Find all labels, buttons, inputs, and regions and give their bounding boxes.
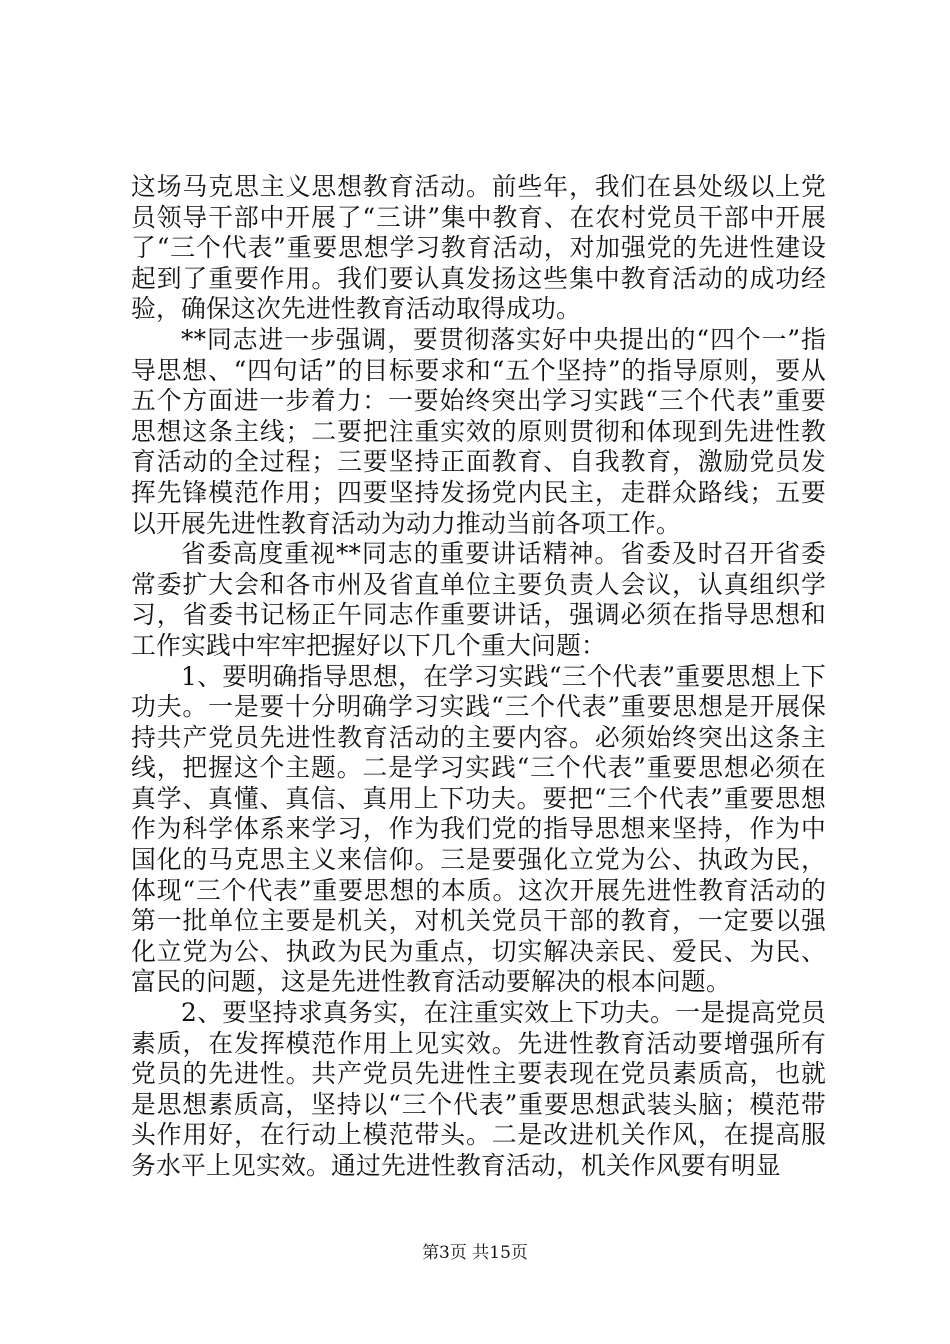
paragraph-1: 这场马克思主义思想教育活动。前些年，我们在县处级以上党员领导干部中开展了“三讲”集中教育、在农村党员干部中开展了“三个代表”重要思想学习教育活动，对加强党的先进性建设起到了重要作用。我们要认真发扬这些集中教育活动的成功经验，确保这次先进性教育活动取得成功。 [131, 172, 826, 324]
paragraph-3: 省委高度重视**同志的重要讲话精神。省委及时召开省委常委扩大会和各市州及省直单位主要负责人会议，认真组织学习，省委书记杨正午同志作重要讲话，强调必须在指导思想和工作实践中牢牢把握好以下几个重大问题： [131, 539, 826, 660]
paragraph-2: **同志进一步强调，要贯彻落实好中央提出的“四个一”指导思想、“四句话”的目标要求和“五个坚持”的指导原则，要从五个方面进一步着力：一要始终突出学习实践“三个代表”重要思想这条主线；二要把注重实效的原则贯彻和体现到先进性教育活动的全过程；三要坚持正面教育、自我教育，激励党员发挥先锋模范作用；四要坚持发扬党内民主，走群众路线；五要以开展先进性教育活动为动力推动当前各项工作。 [131, 324, 826, 538]
paragraph-4: 1、要明确指导思想，在学习实践“三个代表”重要思想上下功夫。一是要十分明确学习实践“三个代表”重要思想是开展保持共产党员先进性教育活动的主要内容。必须始终突出这条主线，把握这个主题。二是学习实践“三个代表”重要思想必须在真学、真懂、真信、真用上下功夫。要把“三个代表”重要思想作为科学体系来学习，作为我们党的指导思想来坚持，作为中国化的马克思主义来信仰。三是要强化立党为公、执政为民，体现“三个代表”重要思想的本质。这次开展先进性教育活动的第一批单位主要是机关，对机关党员干部的教育，一定要以强化立党为公、执政为民为重点，切实解决亲民、爱民、为民、富民的问题，这是先进性教育活动要解决的根本问题。 [131, 661, 826, 997]
page-footer: 第3页 共15页 [422, 1243, 528, 1263]
paragraph-5: 2、要坚持求真务实，在注重实效上下功夫。一是提高党员素质，在发挥模范作用上见实效。先进性教育活动要增强所有党员的先进性。共产党员先进性主要表现在党员素质高，也就是思想素质高，坚持以“三个代表”重要思想武装头脑；模范带头作用好，在行动上模范带头。二是改进机关作风，在提高服务水平上见实效。通过先进性教育活动，机关作风要有明显 [131, 998, 826, 1180]
document-body [131, 172, 826, 1182]
